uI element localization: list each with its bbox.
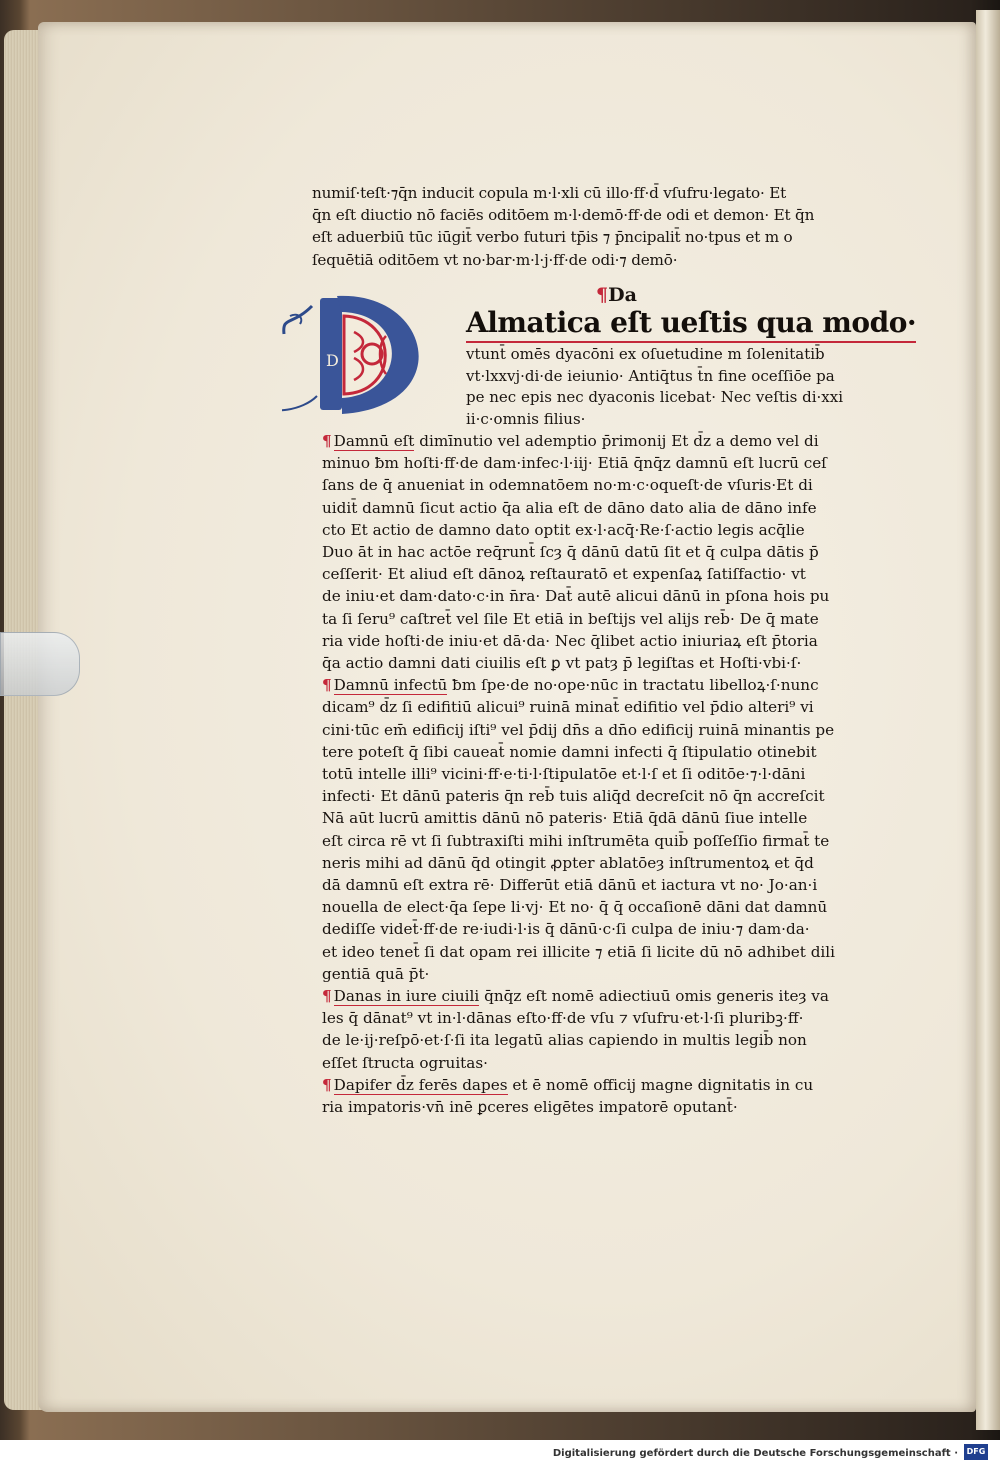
line-text: eſt circa rē vt ſi ſubtraxiſti mihi inſtrumēta quib̄ poſſeſſio firmat̄ te xyxy=(322,831,830,850)
line-text: ſans de q̄ anueniat in odemnatōem no·m·c·oqueſt·de vſuris·Et di xyxy=(322,476,813,495)
line-text: q̄a actio damni dati ciuilis eſt ꝑ vt patȝ p̄ legiſtas et Hoſti·vbi·ſ· xyxy=(322,654,802,673)
facing-page-edge xyxy=(976,10,1000,1430)
indented-paragraph xyxy=(466,344,906,430)
text-line xyxy=(322,763,904,785)
text-line xyxy=(322,918,904,940)
text-line xyxy=(322,1052,904,1074)
text-line: vt·lxxvj·di·de ieiunio· Antiq̄tus t̄n fine oceſſiōe pa xyxy=(466,366,835,385)
line-text: dimīnutio vel ademptio p̄rimonij Et d̄z a demo vel di xyxy=(414,432,819,450)
text-line xyxy=(322,563,904,585)
line-text: ta ſi ſeru⁹ caſtret̄ vel ſile Et etiā in beſtijs vel alijs reb̄· De q̄ mate xyxy=(322,609,819,628)
rubric-pilcrow: ¶ xyxy=(596,284,609,306)
line-text: minuo ƀm hoſti·ff·de dam·infec·l·iij· Etiā q̄nq̄z damnū eſt lucrū ceſ xyxy=(322,454,827,473)
line-text: les q̄ dānat⁹ vt in·l·dānas eſto·ff·de vſu ⁊ vſufru·et·l·ſi pluribꝫ·ff· xyxy=(322,1009,804,1028)
line-text: ria vide hoſti·de iniu·et dā·da· Nec q̄libet actio iniuriaꝝ eſt p̄toria xyxy=(322,631,818,650)
text-line xyxy=(322,452,904,474)
rubric-heading xyxy=(596,284,637,306)
lemma-underlined: Dapifer d̄z ferēs dapes xyxy=(333,1075,508,1094)
book-clamp xyxy=(0,632,80,696)
rubric-heading-text: Da xyxy=(608,284,637,306)
text-line xyxy=(322,430,904,452)
text-line xyxy=(322,497,904,519)
line-text: et ē nomē officij magne dignitatis in cu xyxy=(507,1075,814,1094)
text-line xyxy=(322,652,904,674)
text-line xyxy=(322,963,904,985)
line-text: totū intelle illi⁹ vicini·ff·e·ti·l·ſtipulatōe et·l·ſ et ſi oditōe·⁊·l·dāni xyxy=(322,765,806,784)
text-line xyxy=(322,474,904,496)
line-text: cini·tūc em̄ edificij iſti⁹ vel p̄dij dn̄s a dn̄o edificij ruinā minantis pe xyxy=(322,720,835,739)
text-line: vtunt̄ omēs dyacōni ex oſuetudine m ſolenitatib̄ xyxy=(466,345,825,363)
text-line xyxy=(322,807,904,829)
line-text: tere poteſt q̄ ſibi caueat̄ nomie damni infecti q̄ ſtipulatio otinebit xyxy=(322,742,817,761)
line-text: uidit̄ damnū ſicut actio q̄a alia eſt de dāno dato alia de dāno infe xyxy=(322,498,817,517)
line-text: et ideo tenet̄ ſi dat opam rei illicite ⁊ etiā ſi licite dū nō adhibet dili xyxy=(322,942,836,961)
text-line xyxy=(322,519,904,541)
line-text: ria impatoris·vn̄ inē ꝑceres eligētes impatorē oputant̄· xyxy=(322,1098,738,1117)
line-text: cto Et actio de damno dato optit ex·l·acq̄·Re·ſ·actio legis acq̄lie xyxy=(322,520,805,539)
pilcrow-mark: ¶ xyxy=(322,432,332,450)
pilcrow-mark: ¶ xyxy=(322,676,332,695)
dropcap-letter: D xyxy=(326,351,339,370)
text-line xyxy=(322,896,904,918)
lemma-underlined: Damnū eſt xyxy=(333,432,415,450)
text-line: pe nec epis nec dyaconis licebat· Nec veſtis di·xxi xyxy=(466,388,844,406)
text-line: ii·c·omnis filius· xyxy=(466,409,586,428)
line-text: Duo āt in hac actōe req̄runt̄ ſcȝ q̄ dānū datū ſit et q̄ culpa dātis p̄ xyxy=(322,543,819,562)
text-line xyxy=(322,585,904,607)
line-text: nouella de elect·q̄a ſepe li·vj· Et no· q̄ q̄ occaſionē dāni dat damnū xyxy=(322,898,828,917)
text-line xyxy=(322,985,904,1007)
text-line xyxy=(322,696,904,718)
illuminated-initial xyxy=(282,286,452,426)
text-line: numiſ·teſt·⁊q̄n inducit copula m·l·xli cū illo·ff·d̄ vſufru·legato· Et xyxy=(312,184,787,202)
pilcrow-mark: ¶ xyxy=(322,987,332,1006)
line-text: dicam⁹ d̄z ſi edifitiū alicui⁹ ruinā minat̄ edifitio vel p̄dio alteri⁹ vi xyxy=(322,698,814,717)
line-text: q̄nq̄z eſt nomē adiectiuū omis generis iteȝ va xyxy=(479,987,829,1006)
text-line xyxy=(322,1074,904,1096)
text-line xyxy=(322,608,904,630)
text-line: eſt aduerbiū tūc iūgit̄ verbo futuri tp̄is ⁊ p̄ncipalit̄ no·tpus et m o xyxy=(312,228,793,247)
line-text: neris mihi ad dānū q̄d otingit ꝓpter ablatōeȝ inſtrumentoꝝ et q̄d xyxy=(322,853,814,872)
text-line xyxy=(322,830,904,852)
lemma-underlined: Danas in iure ciuili xyxy=(333,987,480,1006)
line-text: de le·ij·reſpō·et·ſ·ſi ita legatū alias capiendo in multis legib̄ non xyxy=(322,1031,807,1050)
text-line xyxy=(322,741,904,763)
line-text: Nā aūt lucrū amittis dānū nō pateris· Etiā q̄dā dānū ſiue intelle xyxy=(322,809,808,828)
text-line: ſequētiā oditōem vt no·bar·m·l·j·ff·de odi·⁊ demō· xyxy=(312,250,678,269)
text-line xyxy=(322,785,904,807)
line-text: eſſet ſtructa ogruitas· xyxy=(322,1053,488,1072)
text-line xyxy=(322,1096,904,1118)
lemma-underlined: Damnū infectū xyxy=(333,676,448,695)
line-text: ceſſerit· Et aliud eſt dānoꝝ reſtauratō et expenſaꝝ ſatiſfactio· vt xyxy=(322,565,806,584)
main-text-column xyxy=(322,430,904,1118)
pilcrow-mark: ¶ xyxy=(322,1075,332,1094)
footer-credit: Digitalisierung gefördert durch die Deutsche Forschungsgemeinschaft · xyxy=(552,1448,958,1459)
text-line xyxy=(322,1007,904,1029)
text-line xyxy=(322,630,904,652)
line-text: de iniu·et dam·dato·c·in n̄ra· Dat̄ autē alicui dānū in pſona hois pu xyxy=(322,587,830,606)
text-line: q̄n eſt diuctio nō faciēs oditōem m·l·demō·ff·de odi et demon· Et q̄n xyxy=(312,206,815,225)
line-text: dā damnū eſt extra rē· Differūt etiā dānū et iactura vt no· Jo·an·i xyxy=(322,876,818,895)
line-text: ƀm ſpe·de no·ope·nūc in tractatu libelloꝝ·ſ·nunc xyxy=(447,676,819,695)
text-line xyxy=(322,719,904,741)
text-line xyxy=(322,874,904,896)
text-line xyxy=(322,674,904,696)
dfg-logo: DFG xyxy=(964,1444,988,1460)
text-line xyxy=(322,852,904,874)
line-text: infecti· Et dānū pateris q̄n reb̄ tuis aliq̄d decreſcit nō q̄n accreſcit xyxy=(322,787,825,806)
top-paragraph xyxy=(312,182,902,271)
line-text: dediſſe videt̄·ff·de re·iudi·l·is q̄ dānū·c·ſi culpa de iniu·⁊ dam·da· xyxy=(322,920,810,939)
text-line xyxy=(322,941,904,963)
dalmatica-heading: Almatica eſt ueſtis qua modo· xyxy=(466,306,916,343)
text-line xyxy=(322,1029,904,1051)
line-text: gentiā quā p̄t· xyxy=(322,964,430,983)
text-line xyxy=(322,541,904,563)
